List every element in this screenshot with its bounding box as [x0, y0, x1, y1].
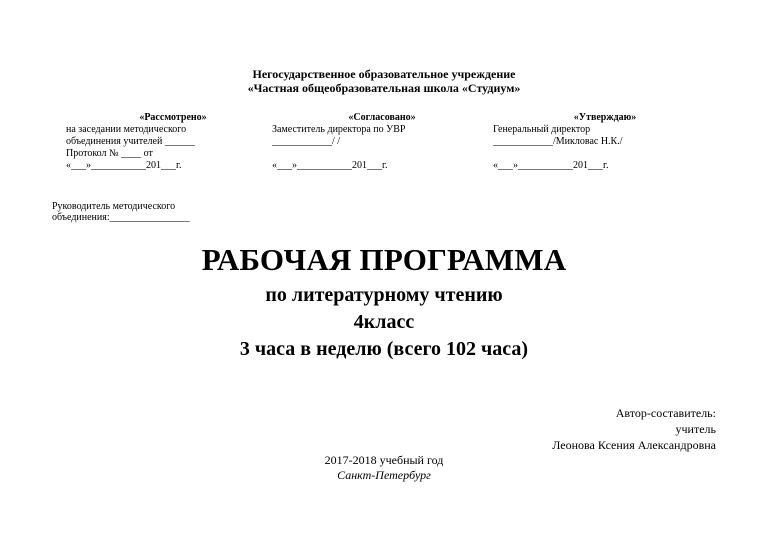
- approval-reviewed-date: «___»___________201___г.: [66, 160, 182, 171]
- approval-reviewed-line: объединения учителей ______: [66, 136, 195, 147]
- approval-agreed-title: «Согласовано»: [348, 112, 416, 123]
- approval-confirmed-signature: ____________/Микловас Н.К./: [493, 136, 623, 147]
- page-title: РАБОЧАЯ ПРОГРАММА: [201, 242, 567, 277]
- school-type: Негосударственное образовательное учреждение: [252, 67, 516, 81]
- approval-confirmed-line: Генеральный директор: [493, 124, 591, 135]
- method-head-signature: объединения:________________: [52, 212, 190, 223]
- approval-reviewed-line: на заседании методического: [66, 124, 187, 135]
- approval-reviewed-title: «Рассмотрено»: [139, 112, 207, 123]
- approval-reviewed-line: Протокол № ____ от: [66, 148, 153, 159]
- grade-subtitle: 4класс: [353, 311, 415, 333]
- author-name: Леонова Ксения Александровна: [552, 438, 716, 452]
- author-label: Автор-составитель:: [615, 406, 716, 420]
- hours-subtitle: 3 часа в неделю (всего 102 часа): [239, 338, 529, 360]
- author-role: учитель: [675, 422, 716, 436]
- approval-agreed-signature: ____________/ /: [272, 136, 341, 147]
- approval-agreed-line: Заместитель директора по УВР: [272, 124, 406, 135]
- approval-confirmed-date: «___»___________201___г.: [493, 160, 609, 171]
- school-name: «Частная общеобразовательная школа «Студиум»: [247, 81, 521, 95]
- subject-subtitle: по литературному чтению: [265, 284, 503, 306]
- academic-year: 2017-2018 учебный год: [324, 453, 444, 467]
- approval-agreed-date: «___»___________201___г.: [272, 160, 388, 171]
- approval-confirmed-title: «Утверждаю»: [573, 112, 637, 123]
- method-head-label: Руководитель методического: [52, 201, 176, 212]
- city: Санкт-Петербург: [337, 468, 431, 482]
